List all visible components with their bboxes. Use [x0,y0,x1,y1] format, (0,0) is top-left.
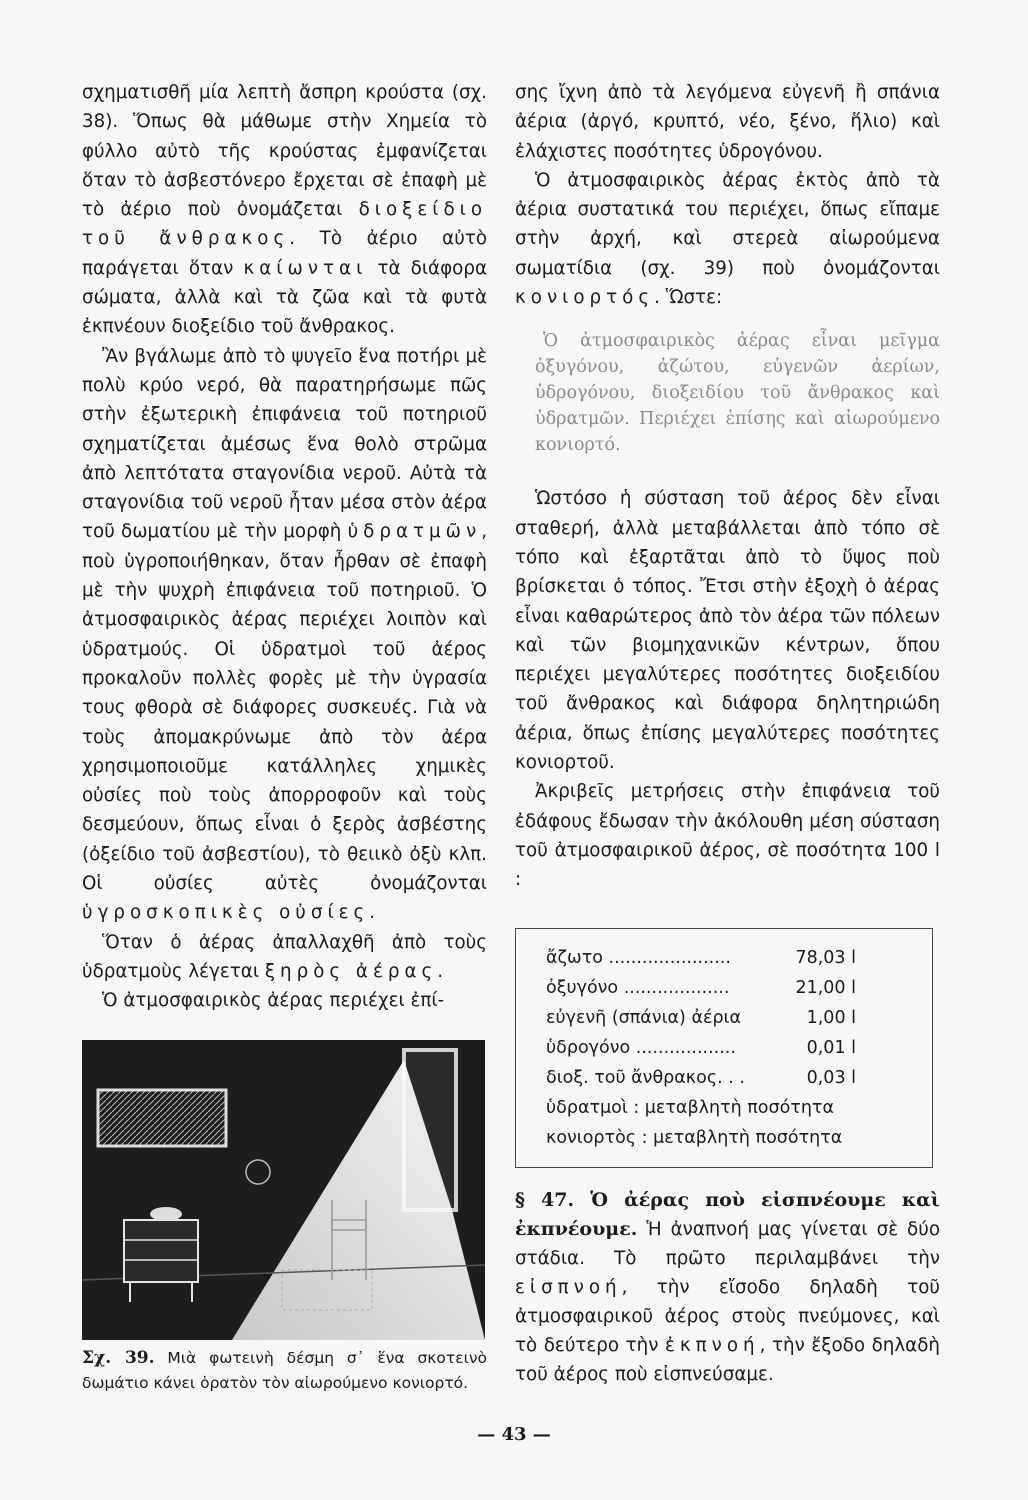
table-row: ὑδρογόνο .................. 0,01 l [546,1038,856,1058]
room-drawing [82,1040,485,1340]
air-composition-table [515,928,933,1168]
figure-dark-room-illustration [82,1040,485,1340]
painting [98,1090,226,1146]
left-column [82,78,487,1016]
table-row: κονιορτὸς : μεταβλητὴ ποσότητα [546,1128,843,1148]
section-47: § 47. Ὁ ἀέρας ποὺ εἰσπνέουμε καὶ ἐκπνέουμε. Ἡ ἀναπνοή μας γίνεται σὲ δύο στάδια. Τὸ πρῶτο περιλαμβάνει τὴν εἰσπνοή, τὴν εἴσοδο δηλαδὴ τοῦ ἀτμοσφαιρικοῦ ἀέρος στοὺς πνεύμονες, καὶ τὸ δεύτερο τὴν ἐκπνοή, τὴν ἔξοδο δηλαδὴ τοῦ ἀέρος ποὺ εἰσπνεύσαμε. [515,1189,940,1385]
figure-caption: Σχ. 39. Μιὰ φωτεινὴ δέσμη σ᾽ ἕνα σκοτεινὸ δωμάτιο κάνει ὁρατὸν τὸν αἰωρούμενο κονιορτό. [82,1348,487,1392]
paragraph: Ὁ ἀτμοσφαιρικὸς ἀέρας ἐκτὸς ἀπὸ τὰ ἀέρια συστατικά του περιέχει, ὅπως εἴπαμε στὴν ἀρχή, καὶ στερεὰ αἰωρούμενα σωματίδια (σχ. 39) ποὺ ὀνομάζονται κονιορτός. Ὥστε: [515,169,940,309]
paragraph: σχηματισθῆ μία λεπτὴ ἄσπρη κρούστα (σχ. 38). Ὅπως θὰ μάθωμε στὴν Χημεία τὸ φύλλο αὐτὸ τῆς κρούστας ἐμφανίζεται ὅταν τὸ ἀσβεστόνερο ἔρχεται σὲ ἐπαφὴ μὲ τὸ ἀέριο ποὺ ὀνομάζεται διοξείδιο τοῦ ἄνθρακος. Τὸ ἀέριο αὐτὸ παράγεται ὅταν καίωνται τὰ διάφορα σώματα, ἀλλὰ καὶ τὰ ζῶα καὶ τὰ φυτὰ ἐκπνέουν διοξείδιο τοῦ ἄνθρακος. [82,82,488,338]
dresser [124,1220,198,1282]
summary-box: Ὁ ἀτμοσφαιρικὸς ἀέρας εἶναι μεῖγμα ὀξυγόνου, ἀζώτου, εὐγενῶν ἀερίων, ὑδρογόνου, διοξειδίου τοῦ ἄνθρακος καὶ ὑδρατμῶν. Περιέχει ἐπίσης καὶ αἰωρούμενο κονιορτό. [535,331,940,456]
table-row: διοξ. τοῦ ἄνθρακος. . . 0,03 l [546,1068,856,1088]
table-row: εὐγενῆ (σπάνια) ἀέρια 1,00 l [546,1008,856,1028]
paragraph: Ὁ ἀτμοσφαιρικὸς ἀέρας περιέχει ἐπί- [102,990,445,1012]
paragraph: σης ἴχνη ἀπὸ τὰ λεγόμενα εὐγενῆ ἢ σπάνια ἀέρια (ἀργό, κρυπτό, νέο, ξένο, ἥλιο) καὶ ἐλάχιστες ποσότητες ὑδρογόνου. [515,82,940,162]
table-row: ἄζωτο ...................... 78,03 l [546,948,856,968]
paragraph: Ἀκριβεῖς μετρήσεις στὴν ἐπιφάνεια τοῦ ἐδάφους ἔδωσαν τὴν ἀκόλουθη μέση σύσταση τοῦ ἀτμοσφαιρικοῦ ἀέρος, σὲ ποσότητα 100 l : [515,781,940,891]
paragraph: Ἂν βγάλωμε ἀπὸ τὸ ψυγεῖο ἕνα ποτήρι μὲ πολὺ κρύο νερό, θὰ παρατηρήσωμε πῶς στὴν ἐξωτερικὴ ἐπιφάνεια τοῦ ποτηριοῦ σχηματίζεται ἀμέσως ἕνα θολὸ στρῶμα ἀπὸ λεπτότατα σταγονίδια νεροῦ. Αὐτὰ τὰ σταγονίδια τοῦ νεροῦ ἦταν μέσα στὸν ἀέρα τοῦ δωματίου μὲ τὴν μορφὴ ὑδρατμῶν, ποὺ ὑγροποιήθηκαν, ὅταν ἦρθαν σὲ ἐπαφὴ μὲ τὴν ψυχρὴ ἐπιφάνεια τοῦ ποτηριοῦ. Ὁ ἀτμοσφαιρικὸς ἀέρας περιέχει λοιπὸν καὶ ὑδρατμούς. Οἱ ὑδρατμοὶ τοῦ ἀέρος προκαλοῦν πολλὲς φορὲς μὲ τὴν ὑγρασία τους φθορὰ σὲ διάφορες συσκευές. Γιὰ νὰ τοὺς ἀπομακρύνωμε ἀπὸ τὸν ἀέρα χρησιμοποιοῦμε κατάλληλες χημικὲς οὐσίες ποὺ τοὺς ἀπορροφοῦν καὶ τοὺς δεσμεύουν, ὅπως εἶναι ὁ ξερὸς ἀσβέστης (ὀξείδιο τοῦ ἀσβεστίου), τὸ θειικὸ ὀξὺ κλπ. Οἱ οὐσίες αὐτὲς ὀνομάζονται ὑγροσκοπικὲς οὐσίες. [82,345,487,924]
table-row: ὀξυγόνο ................... 21,00 l [546,978,856,998]
paragraph: Ὡστόσο ἡ σύσταση τοῦ ἀέρος δὲν εἶναι σταθερή, ἀλλὰ μεταβάλλεται ἀπὸ τόπο σὲ τόπο καὶ ἐξαρτᾶται ἀπὸ τὸ ὕψος ποὺ βρίσκεται ὁ τόπος. Ἔτσι στὴν ἐξοχὴ ὁ ἀέρας εἶναι καθαρώτερος ἀπὸ τὸν ἀέρα τῶν πόλεων καὶ τῶν βιομηχανικῶν κέντρων, ὅπου περιέχει μεγαλύτερες ποσότητες διοξειδίου τοῦ ἄνθρακος καὶ διάφορα δηλητηριώδη ἀέρια, ὅπως ἐπίσης μεγαλύτερες ποσότητες κονιορτοῦ. [515,488,940,774]
right-column [515,78,940,895]
page-number: — 43 — [477,1424,551,1445]
table-row: ὑδρατμοὶ : μεταβλητὴ ποσότητα [546,1098,835,1118]
paragraph: Ὅταν ὁ ἀέρας ἀπαλλαχθῆ ἀπὸ τοὺς ὑδρατμοὺς λέγεται ξηρὸς ἀέρας. [82,931,487,982]
section-heading: § 47. Ὁ ἀέρας ποὺ εἰσπνέουμε καὶ ἐκπνέουμε. [515,1189,940,1240]
